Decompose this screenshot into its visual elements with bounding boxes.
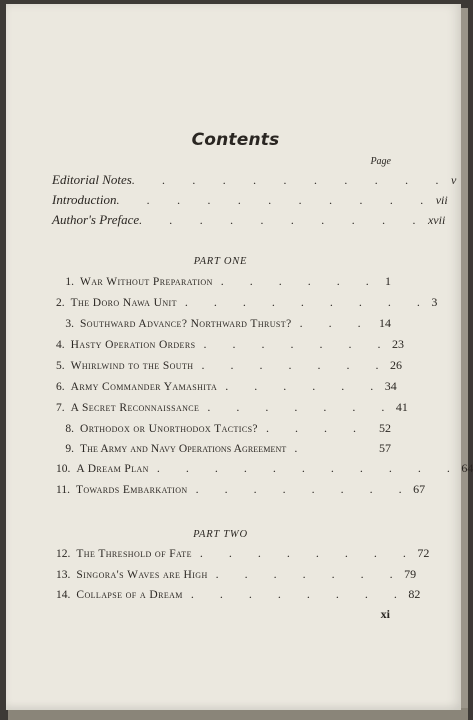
chapter-title: Collapse of a Dream: [76, 589, 183, 601]
toc-page-number: 26: [389, 358, 402, 372]
toc-chapter: [56, 316, 391, 331]
toc-page-number: 64: [461, 461, 473, 475]
leader-dots: . . . . . . . . .: [184, 295, 432, 309]
toc-page-number: 3: [431, 295, 438, 309]
toc-front-item: [52, 212, 446, 228]
chapter-number: 1.: [65, 276, 74, 288]
chapter-number: 11.: [56, 484, 70, 496]
leader-dots: . . . . . .: [225, 379, 385, 393]
toc-page-number: 79: [404, 567, 417, 581]
chapter-title: Towards Embarkation: [75, 484, 188, 496]
chapter-title: Whirlwind to the South: [70, 360, 194, 372]
toc-chapter: [56, 461, 473, 476]
chapter-number: 6.: [56, 381, 65, 393]
book-page-edge: [461, 8, 468, 712]
leader-dots: . . . . . . .: [215, 567, 405, 581]
chapter-title: Hasty Operation Orders: [70, 339, 196, 351]
chapter-title: Orthodox or Unorthodox Tactics?: [80, 423, 258, 435]
chapter-number: 3.: [65, 318, 74, 330]
page-column-header: Page: [370, 156, 391, 167]
chapter-number: 9.: [65, 443, 74, 455]
toc-chapter: [56, 337, 404, 352]
chapter-number: 14.: [56, 589, 71, 601]
leader-dots: . . . . . . . . . .: [139, 213, 428, 227]
leader-dots: . . . . . . .: [201, 358, 390, 372]
toc-page-number: 52: [379, 421, 391, 435]
chapter-title: The Threshold of Fate: [76, 548, 192, 560]
chapter-title: A Dream Plan: [76, 463, 149, 475]
toc-chapter: [56, 421, 391, 436]
toc-front-item: [52, 172, 457, 188]
page-folio: xi: [380, 607, 390, 621]
chapter-number: 8.: [65, 423, 74, 435]
chapter-title: The Army and Navy Operations Agreement: [80, 443, 287, 455]
toc-front-label: Author's Preface: [52, 212, 140, 227]
leader-dots: . . . . . . . . . . .: [131, 173, 452, 187]
toc-front-item: [52, 192, 448, 208]
toc-chapter: [56, 587, 421, 602]
chapter-title: Singora's Waves are High: [76, 569, 208, 581]
toc-page-number: 72: [417, 546, 430, 560]
chapter-number: 12.: [56, 548, 71, 560]
chapter-number: 7.: [56, 402, 65, 414]
leader-dots: . . . . . .: [220, 274, 381, 288]
toc-page-number: 23: [391, 337, 404, 351]
leader-dots: . . . . . . . .: [195, 482, 414, 496]
toc-page-number: 1: [385, 274, 391, 288]
part-one-heading: PART ONE: [193, 256, 248, 267]
leader-dots: . . . . . . . .: [190, 587, 409, 601]
toc-chapter: [56, 295, 438, 310]
book-page: [6, 4, 461, 710]
page-title: Contents: [191, 130, 280, 150]
toc-chapter: [56, 546, 430, 561]
toc-chapter: [56, 379, 397, 394]
toc-chapter: [56, 441, 391, 456]
leader-dots: . . . . . . .: [203, 337, 392, 351]
leader-dots: . . . .: [265, 421, 368, 435]
toc-page-number: 41: [395, 400, 408, 414]
toc-page-number: 67: [413, 482, 426, 496]
toc-page-number: 14: [379, 316, 391, 330]
chapter-number: 13.: [56, 569, 71, 581]
toc-page-number: v: [451, 173, 457, 187]
chapter-title: War Without Preparation: [80, 276, 213, 288]
toc-chapter: [56, 358, 402, 373]
toc-page-number: 82: [408, 587, 421, 601]
chapter-title: Southward Advance? Northward Thrust?: [80, 318, 292, 330]
toc-chapter: [56, 567, 417, 582]
leader-dots: . . . . . . .: [207, 400, 396, 414]
toc-page-number: 34: [384, 379, 397, 393]
leader-dots: .: [294, 441, 309, 455]
chapter-number: 10.: [56, 463, 71, 475]
toc-chapter: [56, 400, 408, 415]
chapter-number: 5.: [56, 360, 65, 372]
leader-dots: . . . . . . . .: [199, 546, 418, 560]
toc-page-number: 57: [379, 441, 391, 455]
toc-chapter: [56, 482, 426, 497]
toc-page-number: vii: [435, 193, 448, 207]
toc-chapter: [56, 274, 391, 289]
leader-dots: . . .: [299, 316, 373, 330]
chapter-title: Army Commander Yamashita: [70, 381, 218, 393]
chapter-number: 4.: [56, 339, 65, 351]
toc-page-number: xvii: [427, 213, 446, 227]
chapter-title: A Secret Reconnaissance: [70, 402, 200, 414]
chapter-title: The Doro Nawa Unit: [70, 297, 177, 309]
toc-front-label: Introduction: [52, 192, 117, 207]
part-two-heading: PART TWO: [193, 529, 248, 540]
chapter-number: 2.: [56, 297, 65, 309]
leader-dots: . . . . . . . . . . .: [116, 193, 436, 207]
toc-front-label: Editorial Notes: [52, 172, 132, 187]
leader-dots: . . . . . . . . . . .: [156, 461, 462, 475]
